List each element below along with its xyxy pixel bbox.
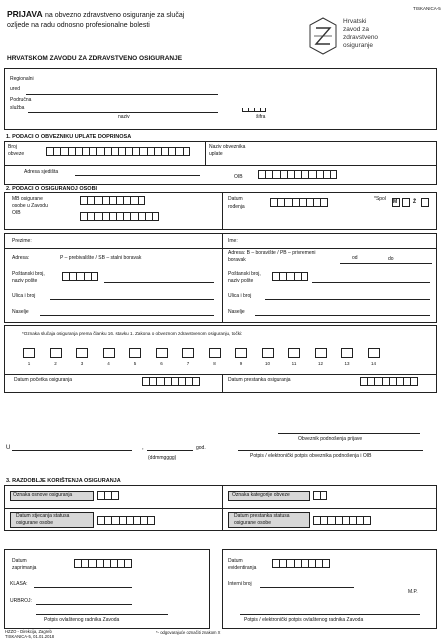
hzzo-logo-icon	[308, 17, 338, 55]
name-row-divider	[4, 248, 437, 249]
case-checkbox-9[interactable]	[235, 348, 247, 358]
spol-label: *Spol	[374, 196, 386, 202]
interni-broj-line[interactable]	[260, 587, 354, 588]
datum-stjecanja-label-2: osigurane osobe	[16, 520, 53, 526]
naselje-left-line[interactable]	[40, 315, 214, 316]
regional-ured-line[interactable]	[26, 94, 218, 95]
regional-sluzba-line[interactable]	[28, 112, 218, 113]
broj-obveze-cells[interactable]	[46, 147, 190, 156]
naselje-left-label: Naselje	[12, 309, 29, 315]
datum-prestanka-statusa-label-1: Datum prestanka statusa	[234, 513, 290, 519]
evidentiranje-cells[interactable]	[272, 559, 330, 568]
mbo-cells[interactable]	[80, 196, 145, 205]
case-checkbox-12[interactable]	[315, 348, 327, 358]
case-checkbox-4[interactable]	[103, 348, 115, 358]
spol-z-label: Ž	[413, 199, 417, 205]
datum-rodenja-label-1: Datum	[228, 196, 243, 202]
od-label: od	[352, 255, 358, 261]
regional-label: Regionalni	[10, 76, 34, 82]
postanski-left-cells[interactable]	[62, 272, 98, 281]
section2-title: 2. PODACI O OSIGURANOJ OSOBI	[6, 186, 98, 192]
mjesto-u-label: U	[6, 445, 11, 451]
comma-label: ,	[142, 445, 144, 451]
datum-prestanka-statusa-label-2: osigurane osobe	[234, 520, 271, 526]
case-checkbox-14[interactable]	[368, 348, 380, 358]
adresa-left-label: Adresa:	[12, 255, 30, 261]
naselje-right-label: Naselje	[228, 309, 245, 315]
obveznik-line[interactable]	[278, 433, 420, 434]
regional-sifra-label: šifra	[256, 114, 266, 120]
posta-left-line[interactable]	[104, 282, 214, 283]
case-checkbox-2[interactable]	[50, 348, 62, 358]
case-checkbox-7[interactable]	[182, 348, 194, 358]
spol-m-check[interactable]	[402, 198, 410, 207]
urbroj-label: URBROJ:	[10, 598, 32, 604]
ulica-left-line[interactable]	[50, 299, 214, 300]
case-number-label: 2	[54, 361, 57, 366]
spol-m-label: M	[393, 199, 398, 205]
oznaka-kategorije-cells[interactable]	[313, 491, 327, 500]
evidentiranje-potpis-line[interactable]	[240, 614, 420, 615]
logo-text-2: zavod za	[343, 26, 370, 33]
regional-ured-label: ured	[10, 86, 21, 92]
evidentiranje-potpis-label: Potpis / elektronički potpis ovlaštenog radnika Zavoda	[244, 617, 364, 623]
klasa-label: KLASA:	[10, 581, 28, 587]
mbo-label-3: OIB	[12, 210, 21, 216]
postanski-right-label-1: Poštanski broj,	[228, 271, 261, 277]
logo-text-4: osiguranje	[343, 42, 373, 49]
case-number-label: 9	[239, 361, 243, 366]
oib-label: OIB	[234, 174, 243, 180]
datum-prestanka-label: Datum prestanka osiguranja	[228, 377, 291, 383]
god-label: god.	[196, 445, 206, 451]
section1-title: 1. PODACI O OBVEZNIKU UPLATE DOPRINOSA	[6, 134, 132, 140]
broj-obveze-label-2: obveze	[8, 151, 25, 157]
case-number-label: 12	[317, 361, 323, 366]
potpis-label: Potpis / elektronički potpis obveznika podnošenja i OIB	[250, 453, 372, 459]
evidentiranje-label-2: evidentiranja	[228, 565, 257, 571]
adresa-sjedista-label: Adresa sjedišta	[24, 169, 59, 175]
case-row-divider	[4, 374, 437, 375]
od-do-line[interactable]	[340, 263, 432, 264]
zaprimanje-potpis-label: Potpis ovlaštenog radnika Zavoda	[44, 617, 120, 623]
obveznik-label: Obveznik podnošenja prijave	[298, 436, 363, 442]
case-number-label: 6	[160, 361, 163, 366]
datum-format-label: (ddmmgggg)	[148, 455, 177, 461]
case-checkbox-1[interactable]	[23, 348, 35, 358]
datum-stjecanja-label-1: Datum stjecanja statusa	[16, 513, 70, 519]
case-number-label: 7	[186, 361, 190, 366]
zaprimanje-cells[interactable]	[74, 559, 132, 568]
klasa-line[interactable]	[34, 587, 132, 588]
section1-divider	[205, 141, 206, 165]
oznaka-osnove-label: Oznaka osnove osiguranja	[13, 492, 73, 498]
ulica-right-label: Ulica i broj	[228, 293, 252, 299]
postanski-left-label-1: Poštanski broj,	[12, 271, 45, 277]
evidentiranje-label-1: Datum	[228, 558, 243, 564]
datum-pocetka-cells[interactable]	[142, 377, 200, 386]
zaprimanje-potpis-line[interactable]	[36, 614, 168, 615]
urbroj-line[interactable]	[36, 604, 132, 605]
mjesto-line[interactable]	[12, 450, 132, 451]
case-number-label: 11	[291, 361, 297, 366]
mbo-label-2: osobe u Zavodu	[12, 203, 48, 209]
regional-naziv-label: naziv	[118, 114, 130, 120]
datum-pocetka-label: Datum početka osiguranja	[14, 377, 73, 383]
form-title-line3: HRVATSKOM ZAVODU ZA ZDRAVSTVENO OSIGURANJE	[7, 55, 183, 62]
datum-rodenja-label-2: rođenja	[228, 204, 245, 210]
naziv-obveznika-label-2: uplate	[209, 151, 223, 157]
adresa-left-note: P – prebivalište / SB – stalni boravak	[60, 255, 142, 261]
case-checkbox-13[interactable]	[341, 348, 353, 358]
regional-office-box	[4, 68, 437, 130]
oznaka-osnove-cells[interactable]	[97, 491, 119, 500]
postanski-right-label-2: naziv pošte	[228, 278, 254, 284]
form-title-rest: na obvezno zdravstveno osiguranje za slučaj	[44, 12, 185, 19]
logo-text-1: Hrvatski	[343, 18, 367, 25]
section2-address-divider	[222, 233, 223, 323]
spol-z-check[interactable]	[421, 198, 429, 207]
osoba-oib-cells[interactable]	[80, 212, 159, 221]
do-label: do	[388, 256, 394, 262]
footer-left-1: HZZO - Direkcija, Zagreb	[5, 629, 52, 634]
case-number-label: 13	[344, 361, 350, 366]
ulica-left-label: Ulica i broj	[12, 293, 36, 299]
case-checkbox-3[interactable]	[76, 348, 88, 358]
case-number-label: 3	[80, 361, 84, 366]
form-title-bold: PRIJAVA	[7, 9, 43, 19]
datum-rodenja-cells[interactable]	[270, 198, 328, 207]
adresa-right-label-2: boravak	[228, 257, 246, 263]
footer-note: *- odgovarajuće označiti znakom X	[156, 630, 221, 635]
case-checkbox-10[interactable]	[262, 348, 274, 358]
footer-left-2: TISKANICA-5, 01.01.2018	[5, 634, 55, 639]
ime-label: Ime:	[228, 238, 238, 244]
regional-sifra-boxes[interactable]	[242, 108, 266, 112]
prezime-label: Prezime:	[12, 238, 32, 244]
ulica-right-line[interactable]	[265, 299, 430, 300]
potpis-line[interactable]	[238, 450, 423, 451]
oib-cells[interactable]	[258, 170, 337, 179]
section2-id-box	[4, 192, 437, 230]
postanski-right-cells[interactable]	[272, 272, 308, 281]
case-checkbox-5[interactable]	[129, 348, 141, 358]
oznaka-note: *Oznaka slučaja osiguranja prema članku 16. stavku 1. Zakona o obveznom zdravstvenom osiguranju, točki:	[22, 331, 243, 336]
section1-row-divider	[4, 165, 437, 166]
datum-stjecanja-cells[interactable]	[97, 516, 155, 525]
mbo-label-1: MB osigurane	[12, 196, 43, 202]
naselje-right-line[interactable]	[255, 315, 430, 316]
form-title-line2: ozljede na radu odnosno profesionalne bolesti	[7, 22, 150, 29]
datum-line[interactable]	[147, 450, 193, 451]
regional-podrucna-label: Područna	[10, 97, 32, 103]
postanski-left-label-2: naziv pošte	[12, 278, 38, 284]
logo-text-3: zdravstveno	[343, 34, 379, 41]
posta-right-line[interactable]	[312, 282, 430, 283]
case-checkbox-8[interactable]	[209, 348, 221, 358]
datum-divider	[222, 374, 223, 393]
regional-sluzba-label: služba	[10, 105, 25, 111]
section2-id-divider	[222, 192, 223, 230]
mp-label: M.P.	[408, 589, 418, 595]
oznaka-kategorije-label: Oznaka kategorije obveze	[232, 492, 290, 498]
naziv-obveznika-label-1: Naziv obveznika	[209, 144, 246, 150]
datum-prestanka-statusa-cells[interactable]	[313, 516, 371, 525]
zaprimanje-label-1: Datum	[12, 558, 27, 564]
interni-broj-label: Interni broj	[228, 581, 252, 587]
adresa-right-label-1: Adresa: B – boravište / PB – privremeni	[228, 250, 316, 256]
case-number-label: 5	[133, 361, 137, 366]
case-number-label: 8	[213, 361, 216, 366]
zaprimanje-label-2: zaprimanja	[12, 565, 37, 571]
form-code: TISKANICA-5	[413, 6, 441, 11]
case-number-label: 14	[370, 361, 376, 366]
adresa-sjedista-line[interactable]	[75, 175, 200, 176]
case-number-label: 10	[264, 361, 270, 366]
form-title-line1	[7, 10, 184, 20]
section3-title: 3. RAZDOBLJE KORIŠTENJA OSIGURANJA	[6, 478, 121, 484]
section3-row-divider	[4, 508, 437, 509]
broj-obveze-label-1: Broj	[8, 144, 17, 150]
case-checkbox-6[interactable]	[156, 348, 168, 358]
case-number-label: 4	[107, 361, 110, 366]
case-number-label: 1	[27, 361, 31, 366]
datum-prestanka-cells[interactable]	[360, 377, 418, 386]
case-checkbox-11[interactable]	[288, 348, 300, 358]
